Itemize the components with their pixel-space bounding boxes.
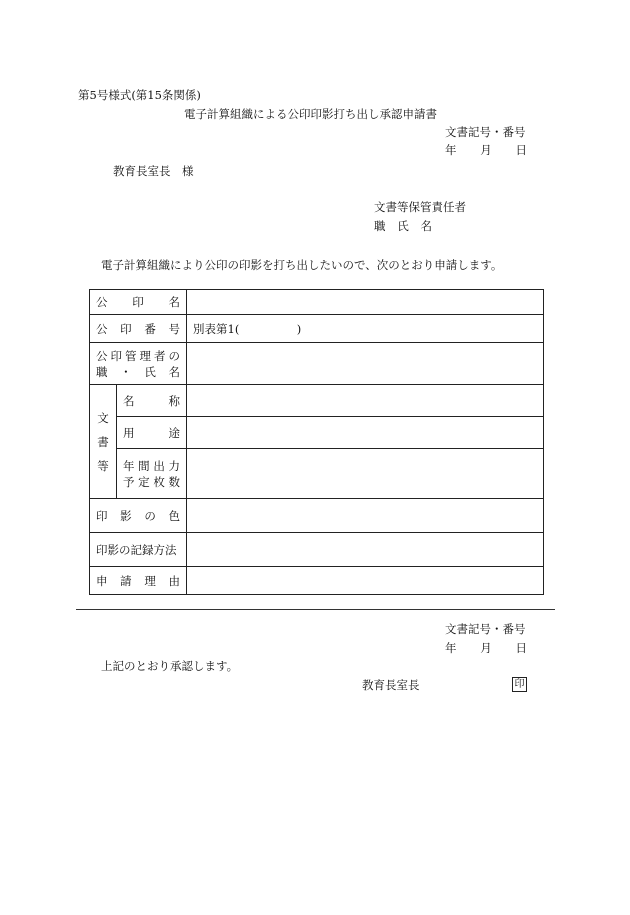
form-title: 電子計算組織による公印印影打ち出し承認申請書 bbox=[184, 107, 437, 121]
annual-count-label: 年 間 出 力 予 定 枚 数 bbox=[117, 449, 187, 499]
applicant-name-label: 職 氏 名 bbox=[374, 219, 432, 233]
application-table bbox=[89, 289, 544, 595]
year-label: 年 bbox=[445, 143, 457, 157]
doc-name-label: 名 称 bbox=[117, 385, 187, 417]
reason-field[interactable] bbox=[187, 567, 544, 595]
section-divider bbox=[76, 609, 555, 610]
row-record-method bbox=[90, 533, 544, 567]
seal-name-field[interactable] bbox=[187, 290, 544, 315]
row-seal-number bbox=[90, 315, 544, 343]
approval-doc-number-label: 文書記号・番号 bbox=[445, 622, 526, 636]
manager-field[interactable] bbox=[187, 343, 544, 385]
form-number: 第5号様式(第15条関係) bbox=[78, 88, 201, 102]
row-seal-color bbox=[90, 499, 544, 533]
seal-stamp-icon: 印 bbox=[512, 677, 527, 692]
applicant-role: 文書等保管責任者 bbox=[374, 200, 466, 214]
row-doc-name bbox=[90, 385, 544, 417]
seal-color-label: 印 影 の 色 bbox=[90, 499, 187, 533]
doc-use-field[interactable] bbox=[187, 417, 544, 449]
seal-number-label: 公 印 番 号 bbox=[90, 315, 187, 343]
row-doc-use bbox=[90, 417, 544, 449]
seal-number-field[interactable]: 別表第1( ) bbox=[187, 315, 544, 343]
approver-title: 教育長室長 bbox=[362, 678, 420, 692]
approval-month-label: 月 bbox=[480, 641, 492, 655]
seal-color-field[interactable] bbox=[187, 499, 544, 533]
approval-date-line bbox=[445, 640, 527, 656]
doc-number-label: 文書記号・番号 bbox=[445, 125, 526, 139]
addressee: 教育長室長 様 bbox=[113, 164, 194, 178]
reason-label: 申 請 理 由 bbox=[90, 567, 187, 595]
row-manager bbox=[90, 343, 544, 385]
approval-statement: 上記のとおり承認します。 bbox=[101, 659, 239, 673]
approval-day-label: 日 bbox=[515, 641, 527, 655]
month-label: 月 bbox=[480, 143, 492, 157]
approval-year-label: 年 bbox=[445, 641, 457, 655]
doc-use-label: 用 途 bbox=[117, 417, 187, 449]
record-method-label: 印影の記録方法 bbox=[90, 533, 187, 567]
annual-count-field[interactable] bbox=[187, 449, 544, 499]
intro-text: 電子計算組織により公印の印影を打ち出したいので、次のとおり申請します。 bbox=[101, 258, 503, 272]
doc-name-field[interactable] bbox=[187, 385, 544, 417]
record-method-field[interactable] bbox=[187, 533, 544, 567]
date-line bbox=[445, 142, 527, 158]
day-label: 日 bbox=[515, 143, 527, 157]
seal-mark bbox=[512, 676, 527, 692]
row-seal-name bbox=[90, 290, 544, 315]
seal-name-label: 公 印 名 bbox=[90, 290, 187, 315]
row-reason bbox=[90, 567, 544, 595]
row-annual-count bbox=[90, 449, 544, 499]
manager-label: 公 印 管 理 者 の 職 ・ 氏 名 bbox=[90, 343, 187, 385]
documents-side-label: 文 書 等 bbox=[90, 385, 117, 499]
